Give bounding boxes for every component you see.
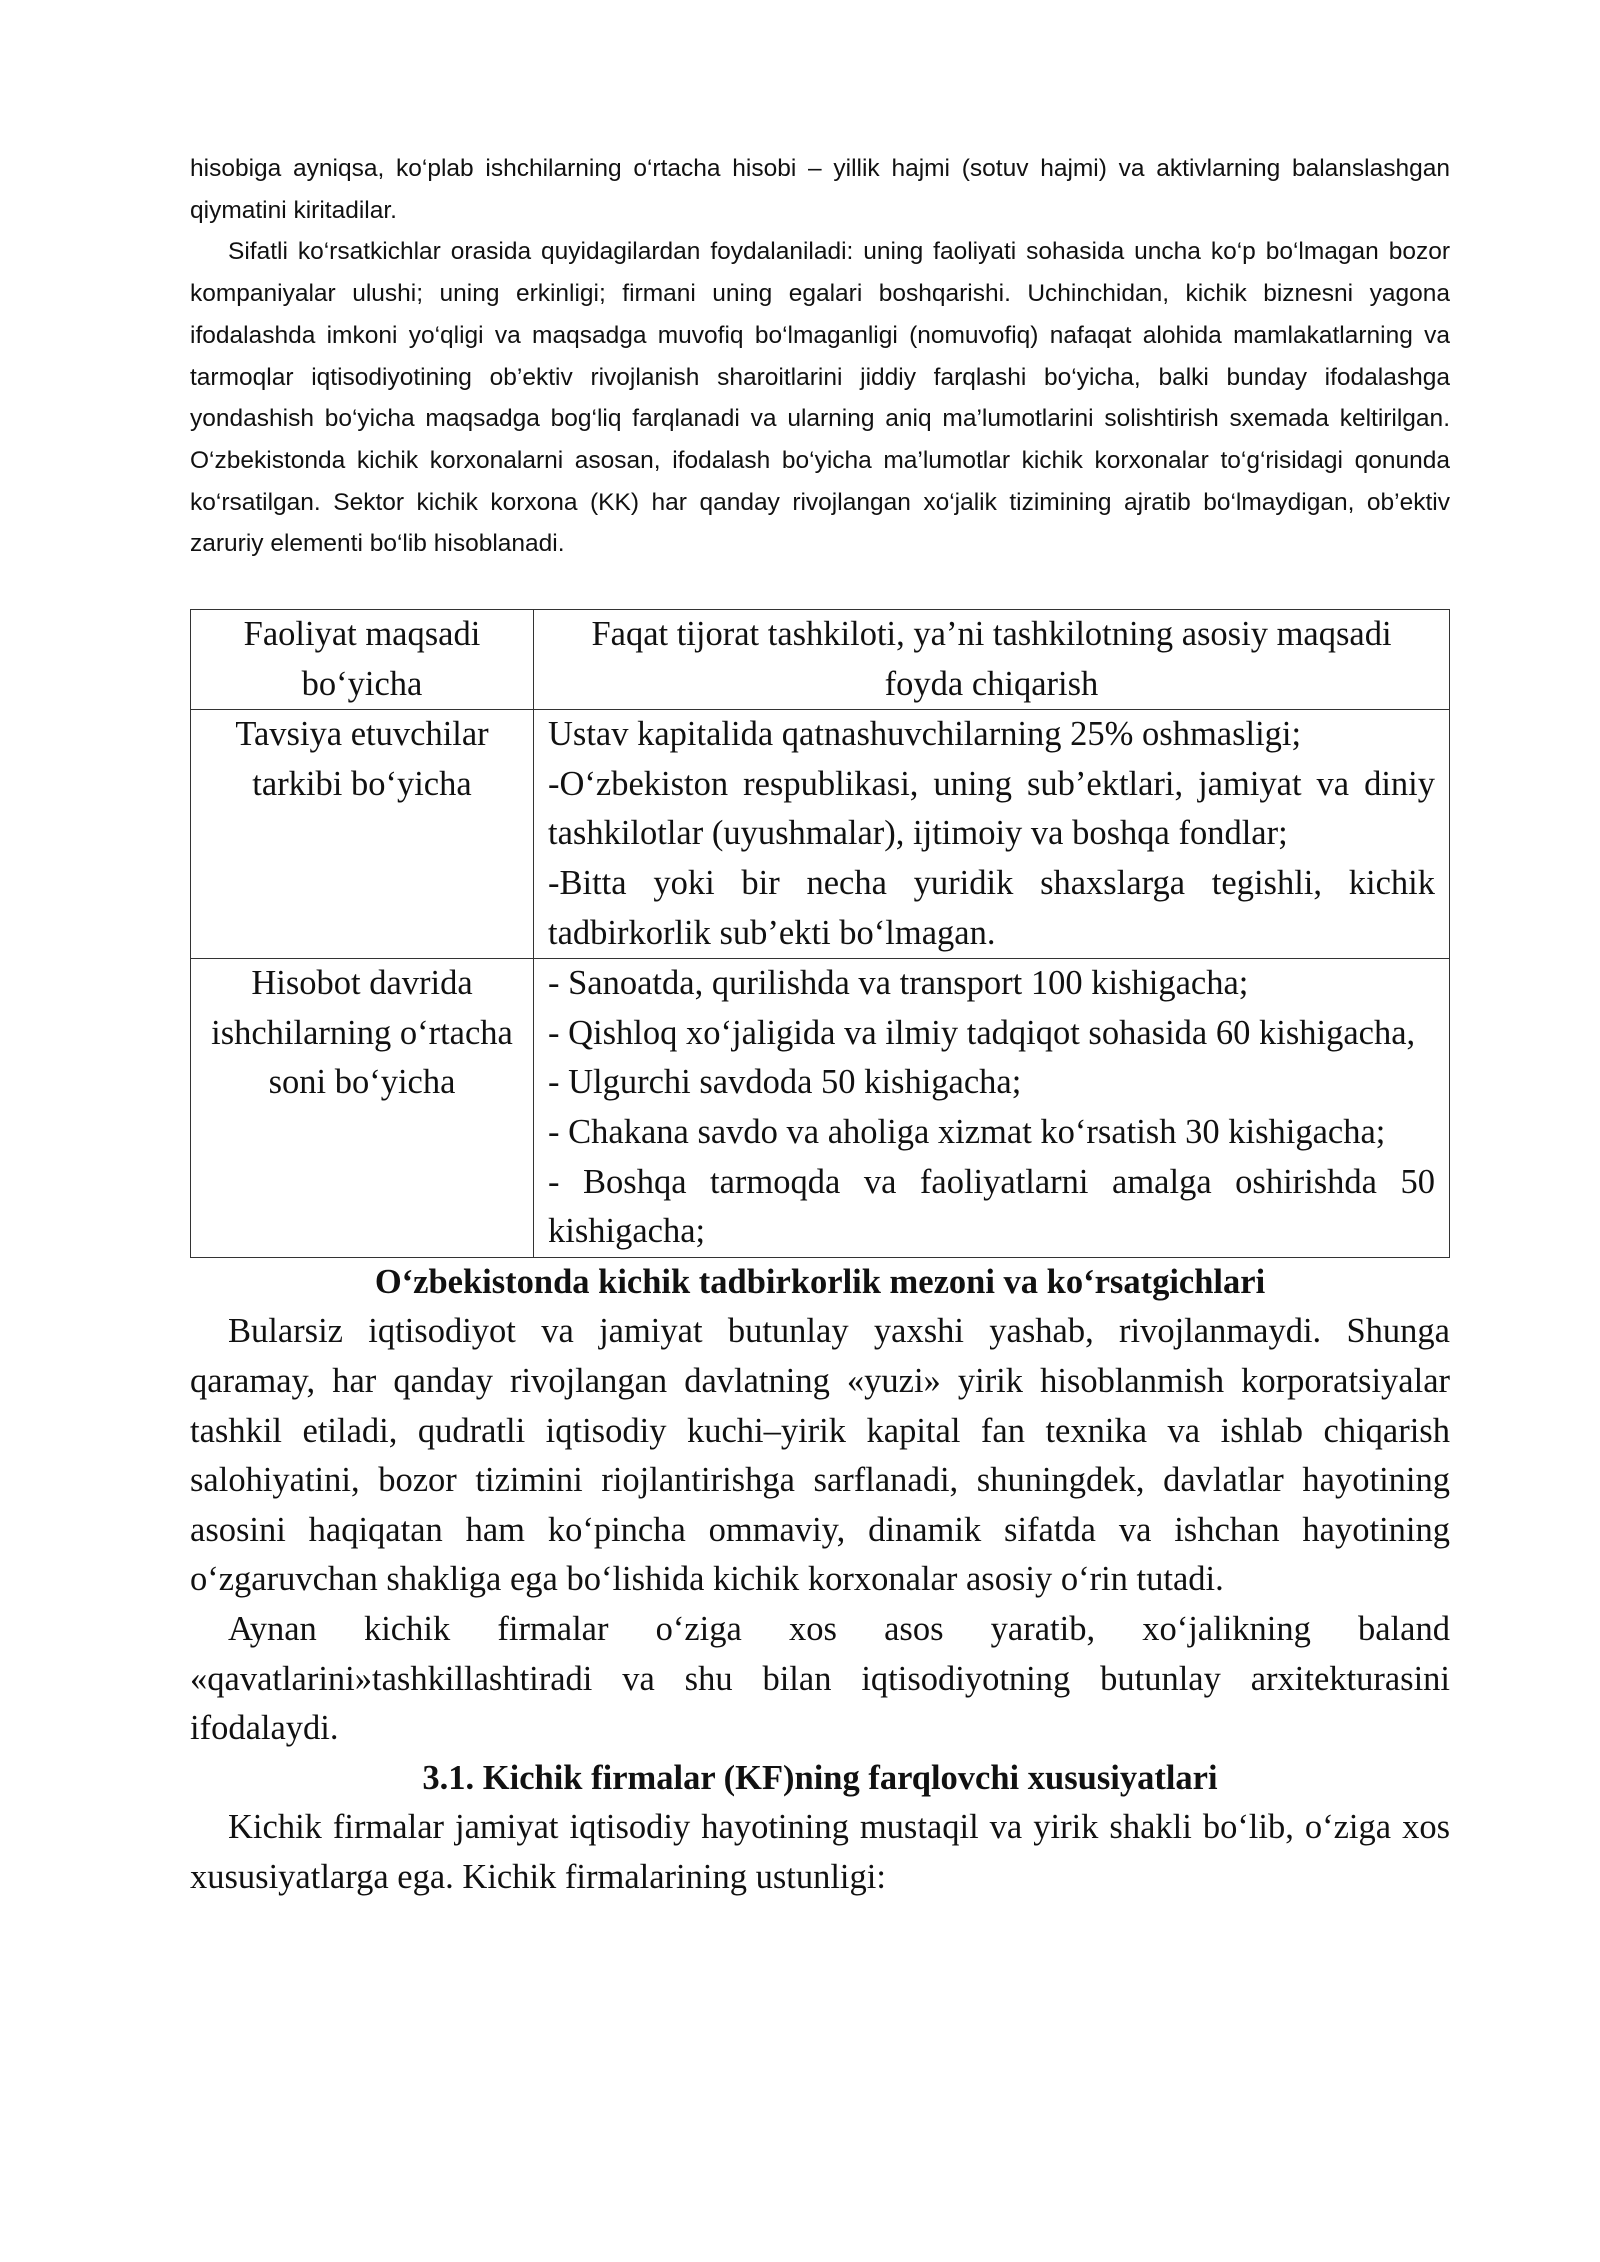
intro-paragraph-1: hisobiga ayniqsa, ko‘plab ishchilarning o‘rtacha hisobi – yillik hajmi (sotuv hajmi) va aktivlarning balanslashgan qiymatini kiritadilar. — [190, 155, 1450, 224]
intro-text — [190, 148, 1450, 565]
description-cell — [534, 710, 1450, 959]
document-page — [190, 148, 1450, 1902]
description-line: - Ulgurchi savdoda 50 kishigacha; — [548, 1063, 1022, 1102]
table-caption: O‘zbekistonda kichik tadbirkorlik mezoni va ko‘rsatgichlari — [374, 1262, 1266, 1301]
body-text — [190, 1307, 1450, 1753]
body-paragraph-2: Aynan kichik firmalar o‘ziga xos asos yaratib, xo‘jalikning baland «qavatlarini»tashkillashtiradi va shu bilan iqtisodiyotning butunlay arxitekturasini ifodalaydi. — [190, 1609, 1450, 1748]
body-paragraph-1: Bularsiz iqtisodiyot va jamiyat butunlay yaxshi yashab, rivojlanmaydi. Shunga qaramay, har qanday rivojlangan davlatning «yuzi» yirik hisoblanmish korporatsiyalar tashkil etiladi, qudratli iqtisodiy kuchi–yirik kapital fan texnika va ishlab chiqarish salohiyatini, bozor tizimini riojlantirishga sarflanadi, shuningdek, davlatlar hayotining asosini haqiqatan ham ko‘pincha ommaviy, dinamik sifatda va ishchan hayotining o‘zgaruvchan shakliga ega bo‘lishida kichik korxonalar asosiy o‘rin tutadi. — [190, 1312, 1450, 1599]
description-cell — [534, 610, 1450, 710]
description-line: - Qishloq xo‘jaligida va ilmiy tadqiqot sohasida 60 kishigacha, — [548, 1013, 1416, 1052]
criterion-cell: Faoliyat maqsadi bo‘yicha — [191, 610, 534, 710]
description-line: - Chakana savdo va aholiga xizmat ko‘rsatish 30 kishigacha; — [548, 1112, 1386, 1151]
description-line: -O‘zbekiston respublikasi, uning sub’ektlari, jamiyat va diniy tashkilotlar (uyushmalar), ijtimoiy va boshqa fondlar; — [548, 764, 1435, 853]
section-paragraph: Kichik firmalar jamiyat iqtisodiy hayotining mustaqil va yirik shakli bo‘lib, o‘ziga xos xususiyatlarga ega. Kichik firmalarining ustunligi: — [190, 1808, 1450, 1896]
table-row — [191, 959, 1450, 1258]
table-row — [191, 610, 1450, 710]
intro-paragraph-2: Sifatli ko‘rsatkichlar orasida quyidagilardan foydalaniladi: uning faoliyati sohasida uncha ko‘p bo‘lmagan bozor kompaniyalar ulushi; uning erkinligi; firmani uning egalari boshqarishi. Uchinchidan, kichik biznesni yagona ifodalashda imkoni yo‘qligi va maqsadga muvofiq bo‘lmaganligi (nomuvofiq) nafaqat alohida mamlakatlarning va tarmoqlar iqtisodiyotining ob’ektiv rivojlanish sharoitlarini jiddiy farqlashi bo‘yicha, balki bunday ifodalashga yondashish bo‘yicha maqsadga bog‘liq farqlanadi va ularning aniq ma’lumotlarini solishtirish sxemada keltirilgan. O‘zbekistonda kichik korxonalarni asosan, ifodalash bo‘yicha ma’lumotlar kichik korxonalar to‘g‘risidagi qonunda ko‘rsatilgan. Sektor kichik korxona (KK) har qanday rivojlangan xo‘jalik tizimining ajratib bo‘lmaydigan, ob’ektiv zaruriy elementi bo‘lib hisoblanadi. — [190, 238, 1450, 558]
description-line: - Sanoatda, qurilishda va transport 100 kishigacha; — [548, 964, 1249, 1003]
description-line: Faqat tijorat tashkiloti, ya’ni tashkilotning asosiy maqsadi foyda chiqarish — [591, 615, 1392, 703]
description-cell — [534, 959, 1450, 1258]
table-row — [191, 710, 1450, 959]
criteria-table — [190, 609, 1450, 1258]
description-line: Ustav kapitalida qatnashuvchilarning 25% oshmasligi; — [548, 715, 1302, 754]
description-line: -Bitta yoki bir necha yuridik shaxslarga tegishli, kichik tadbirkorlik sub’ekti bo‘lmagan. — [548, 864, 1435, 952]
section-heading: 3.1. Kichik firmalar (KF)ning farqlovchi xususiyatlari — [422, 1758, 1218, 1797]
section-text — [190, 1803, 1450, 1902]
description-line: - Boshqa tarmoqda va faoliyatlarni amalga oshirishda 50 kishigacha; — [548, 1162, 1435, 1251]
criterion-cell: Hisobot davrida ishchilarning o‘rtacha soni bo‘yicha — [191, 959, 534, 1258]
criterion-cell: Tavsiya etuvchilar tarkibi bo‘yicha — [191, 710, 534, 959]
